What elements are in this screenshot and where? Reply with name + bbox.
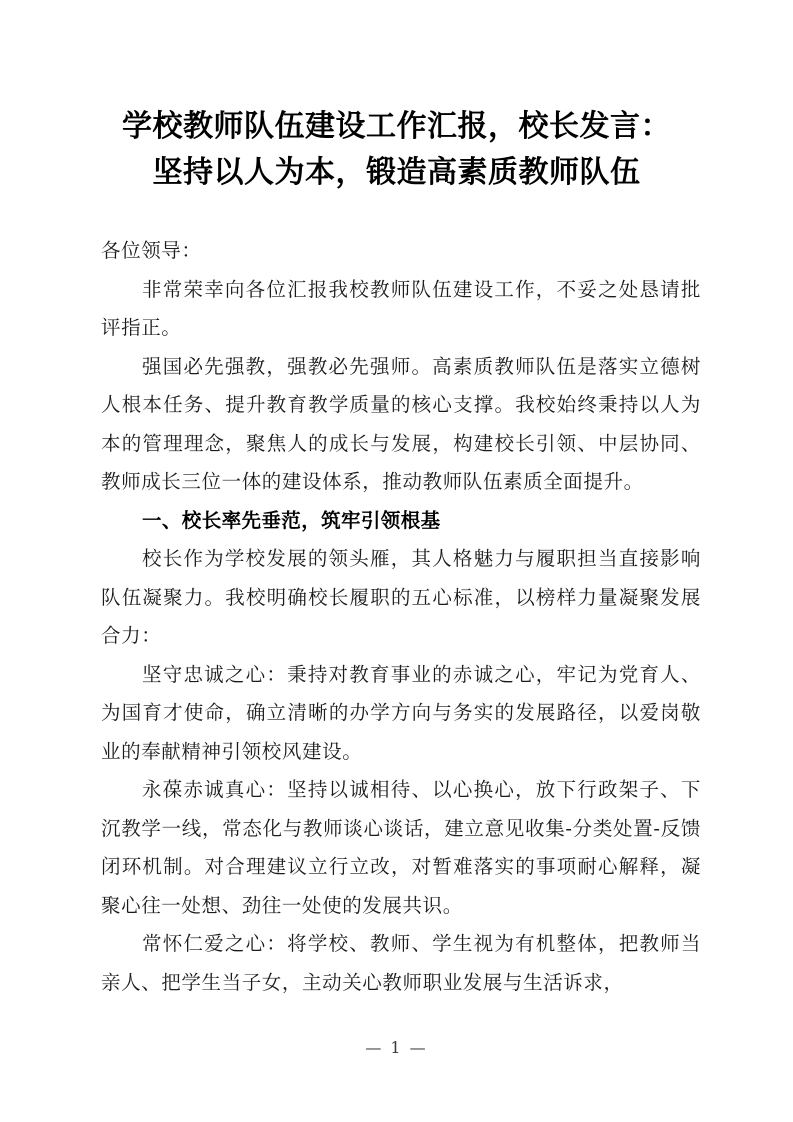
document-body xyxy=(101,232,701,1002)
page-title-line-2: 坚持以人为本，锻造高素质教师队伍 xyxy=(152,155,641,190)
section-heading-1: 一、校长率先垂范，筑牢引领根基 xyxy=(142,508,441,532)
salutation: 各位领导： xyxy=(101,239,202,262)
page-number-footer: — 1 — xyxy=(365,1038,428,1057)
paragraph-background: 强国必先强教，强教必先强师。高素质教师队伍是落实立德树人根本任务、提升教育教学质量的核心支撑。我校始终秉持以人为本的管理理念，聚焦人的成长与发展，构建校长引领、中层协同、教师成长三位一体的建设体系，推动教师队伍素质全面提升。 xyxy=(101,354,701,493)
paragraph-benevolence: 常怀仁爱之心：将学校、教师、学生视为有机整体，把教师当亲人、把学生当子女，主动关心教师职业发展与生活诉求， xyxy=(101,932,701,994)
page-title-line-1: 学校教师队伍建设工作汇报，校长发言： xyxy=(122,109,671,144)
paragraph-sincerity: 永葆赤诚真心：坚持以诚相待、以心换心，放下行政架子、下沉教学一线，常态化与教师谈心谈话，建立意见收集-分类处置-反馈闭环机制。对合理建议立行立改，对暂难落实的事项耐心解释，凝聚心往一处想、劲往一处使的发展共识。 xyxy=(101,778,701,917)
paragraph-intro: 非常荣幸向各位汇报我校教师队伍建设工作，不妥之处恳请批评指正。 xyxy=(101,277,701,339)
paragraph-loyalty: 坚守忠诚之心：秉持对教育事业的赤诚之心，牢记为党育人、为国育才使命，确立清晰的办学方向与务实的发展路径，以爱岗敬业的奉献精神引领校风建设。 xyxy=(101,662,701,763)
paragraph-principal-role: 校长作为学校发展的领头雁，其人格魅力与履职担当直接影响队伍凝聚力。我校明确校长履职的五心标准，以榜样力量凝聚发展合力： xyxy=(101,547,701,647)
page-title xyxy=(0,104,793,196)
